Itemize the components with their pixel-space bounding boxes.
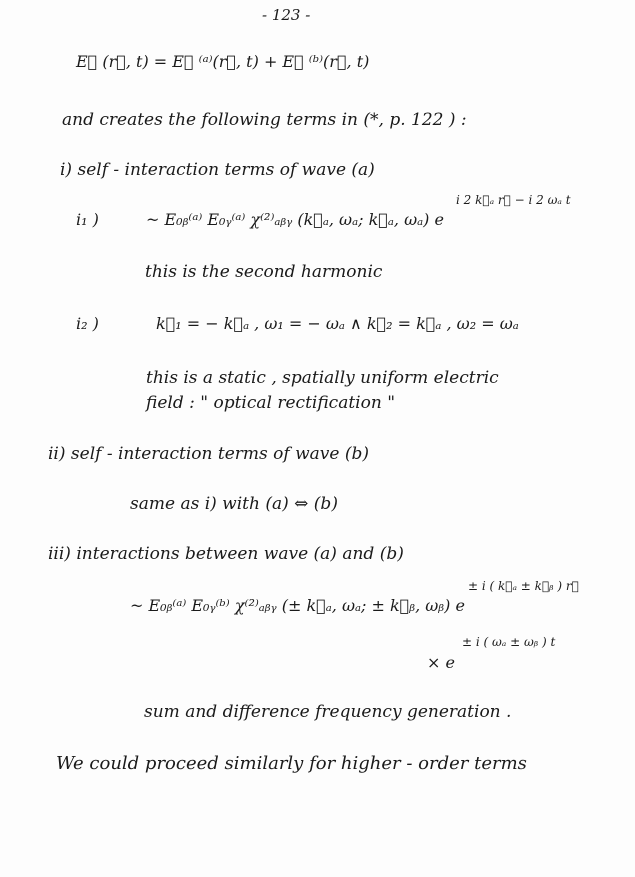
item-i1-exponent: i 2 k⃗ₐ r⃗ − i 2 ωₐ t	[456, 193, 571, 207]
section-iii-heading: iii) interactions between wave (a) and (b)	[48, 544, 404, 564]
section-iii-exponent-1: ± i ( k⃗ₐ ± k⃗ᵦ ) r⃗	[468, 579, 579, 593]
section-iii-times: × e	[427, 653, 455, 672]
section-iii-term: ~ E₀ᵦ⁽ᵃ⁾ E₀ᵧ⁽ᵇ⁾ χ⁽²⁾ₐᵦᵧ (± k⃗ₐ, ωₐ; ± k⃗ᵦ, ωᵦ) e	[130, 596, 465, 615]
section-iii-note: sum and difference frequency generation .	[144, 702, 512, 722]
item-i2-note-1: this is a static , spatially uniform electric	[146, 368, 499, 388]
item-i2-label: i₂ )	[76, 314, 99, 333]
item-i2-relation: k⃗₁ = − k⃗ₐ , ω₁ = − ωₐ ∧ k⃗₂ = k⃗ₐ , ω₂ = ωₐ	[156, 314, 519, 333]
page-number: - 123 -	[262, 6, 311, 24]
item-i1-note: this is the second harmonic	[145, 262, 383, 282]
closing-line: We could proceed similarly for higher - order terms	[56, 753, 527, 774]
section-i-heading: i) self - interaction terms of wave (a)	[60, 160, 375, 180]
item-i1-term: ~ E₀ᵦ⁽ᵃ⁾ E₀ᵧ⁽ᵃ⁾ χ⁽²⁾ₐᵦᵧ (k⃗ₐ, ωₐ; k⃗ₐ, ωₐ) e	[146, 210, 444, 229]
section-iii-exponent-2: ± i ( ωₐ ± ωᵦ ) t	[462, 635, 556, 649]
intro-line: and creates the following terms in (*, p. 122 ) :	[62, 110, 467, 130]
item-i2-note-2: field : " optical rectification "	[146, 393, 396, 413]
item-i1-label: i₁ )	[76, 210, 99, 229]
section-ii-heading: ii) self - interaction terms of wave (b)	[48, 444, 369, 464]
field-superposition-equation: E⃗ (r⃗, t) = E⃗ ⁽ᵃ⁾(r⃗, t) + E⃗ ⁽ᵇ⁾(r⃗, t)	[76, 52, 370, 71]
section-ii-note: same as i) with (a) ⇔ (b)	[130, 494, 338, 514]
